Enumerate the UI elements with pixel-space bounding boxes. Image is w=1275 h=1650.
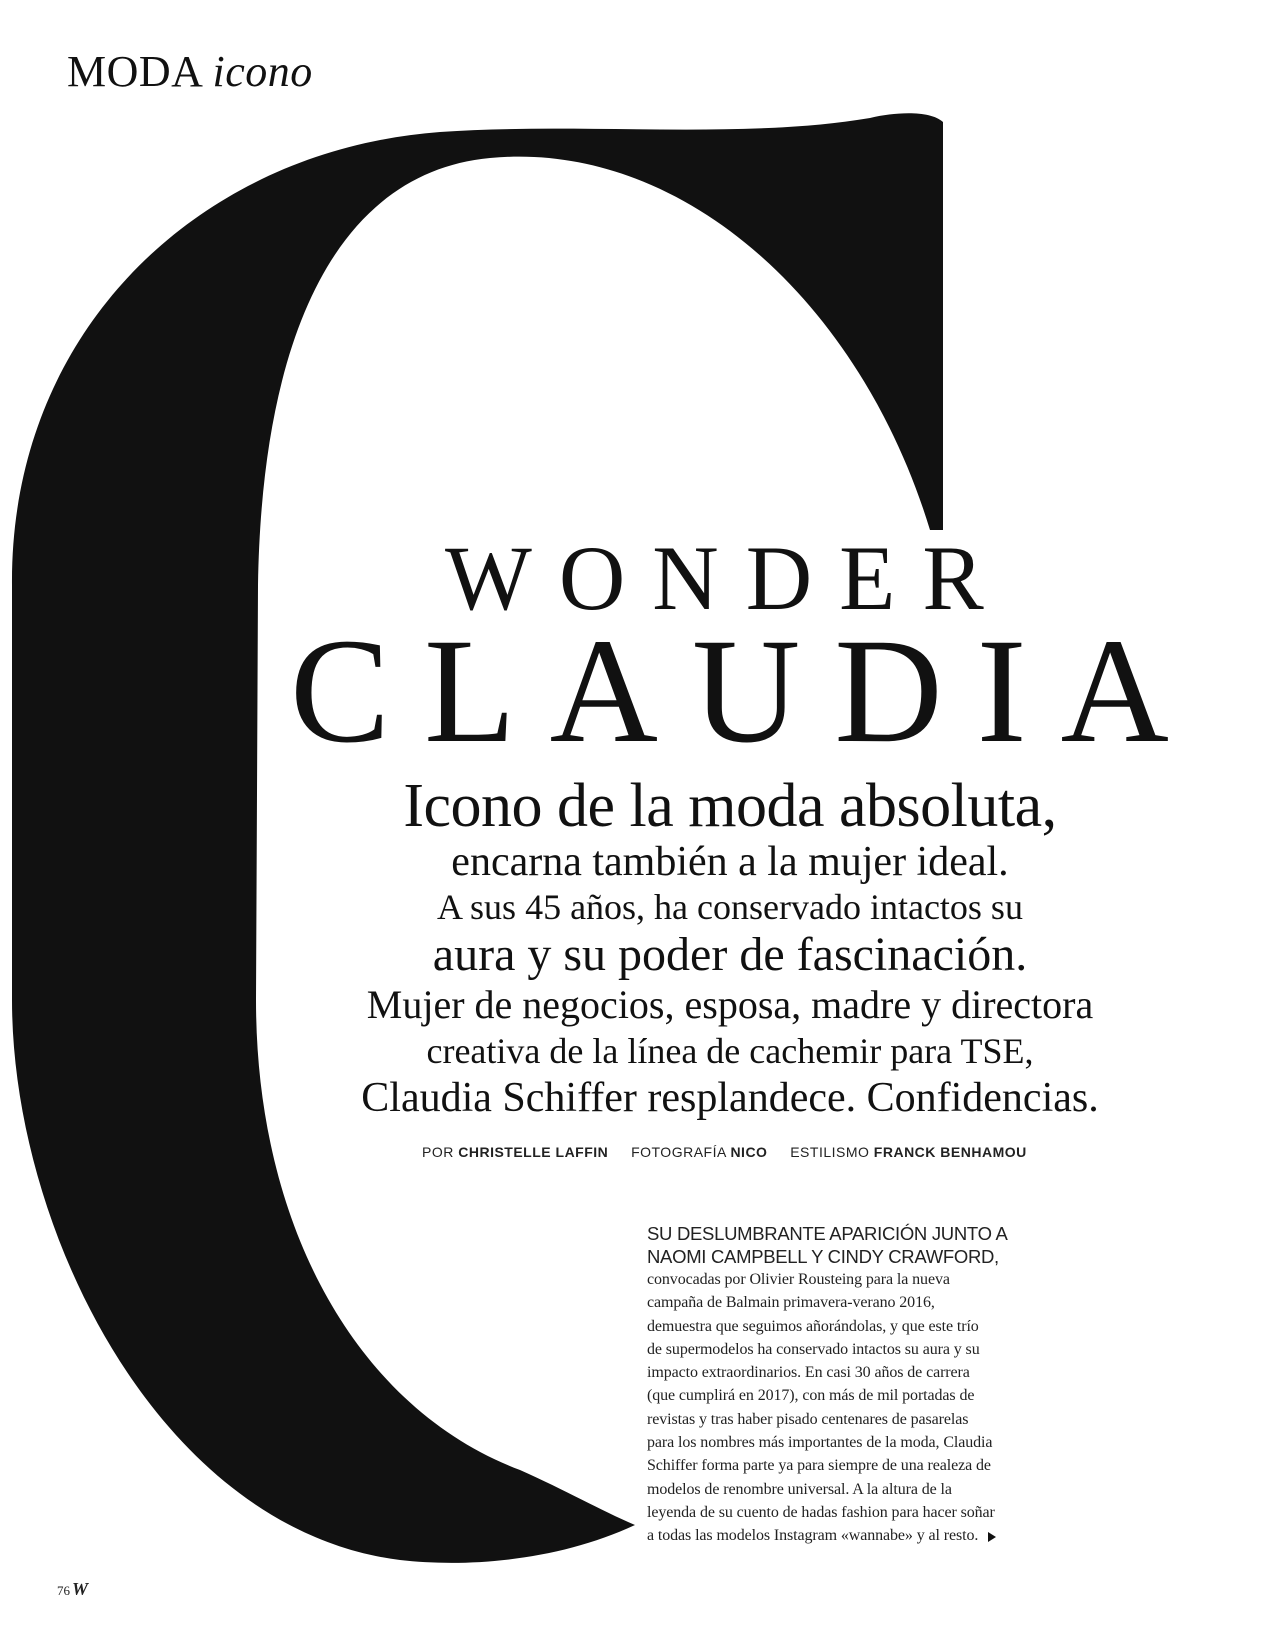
magazine-logo: W (72, 1579, 89, 1599)
body-line-last (647, 1524, 1077, 1547)
headline-line-1: WONDER (445, 527, 1011, 629)
section-label: MODA (67, 47, 202, 96)
subsection-label: icono (212, 47, 313, 96)
body-line: de supermodelos ha conservado intactos su aura y su (647, 1340, 980, 1358)
deck (290, 772, 1170, 1121)
credits (422, 1144, 1027, 1160)
triangle-right-icon (988, 1532, 996, 1542)
body-line: (que cumplirá en 2017), con más de mil portadas de (647, 1387, 975, 1405)
deck-line: creativa de la línea de cachemir para TSE, (426, 1031, 1034, 1071)
photographer-name: NICO (730, 1144, 768, 1160)
author-label: POR (422, 1144, 454, 1160)
lede-line: NAOMI CAMPBELL Y CINDY CRAWFORD, (647, 1246, 999, 1267)
lede (647, 1222, 1077, 1268)
body-line: Schiffer forma parte ya para siempre de una realeza de (647, 1457, 991, 1475)
deck-line: aura y su poder de fascinación. (432, 928, 1028, 981)
deck-line: Claudia Schiffer resplandece. Confidencias. (361, 1075, 1099, 1121)
body-line: a todas las modelos Instagram «wannabe» y al resto. (647, 1527, 979, 1545)
body-line: leyenda de su cuento de hadas fashion para hacer soñar (647, 1503, 995, 1521)
headline-line-2: CLAUDIA (290, 608, 1203, 774)
body-text (647, 1268, 1077, 1548)
section-header (67, 47, 313, 96)
body-line: para los nombres más importantes de la moda, Claudia (647, 1434, 993, 1452)
photo-label: FOTOGRAFÍA (631, 1144, 727, 1160)
body-line: revistas y tras haber pisado centenares de pasarelas (647, 1410, 969, 1428)
author-name: CHRISTELLE LAFFIN (458, 1144, 609, 1160)
folio (57, 1579, 88, 1600)
body-line: convocadas por Olivier Rousteing para la nueva (647, 1271, 950, 1288)
lede-line: SU DESLUMBRANTE APARICIÓN JUNTO A (647, 1223, 1008, 1244)
body-line: demuestra que seguimos añorándolas, y que este trío (647, 1317, 979, 1335)
article-body (647, 1222, 1077, 1548)
deck-line: Mujer de negocios, esposa, madre y directora (366, 982, 1094, 1027)
deck-line: Icono de la moda absoluta, (403, 772, 1057, 840)
body-line: modelos de renombre universal. A la altura de la (647, 1480, 952, 1498)
deck-line: encarna también a la mujer ideal. (451, 839, 1009, 885)
style-label: ESTILISMO (790, 1144, 870, 1160)
stylist-name: FRANCK BENHAMOU (873, 1144, 1027, 1160)
body-line: campaña de Balmain primavera-verano 2016, (647, 1294, 935, 1312)
deck-line: A sus 45 años, ha conservado intactos su (437, 887, 1023, 927)
page-number: 76 (57, 1583, 70, 1598)
body-line: impacto extraordinarios. En casi 30 años de carrera (647, 1364, 970, 1382)
